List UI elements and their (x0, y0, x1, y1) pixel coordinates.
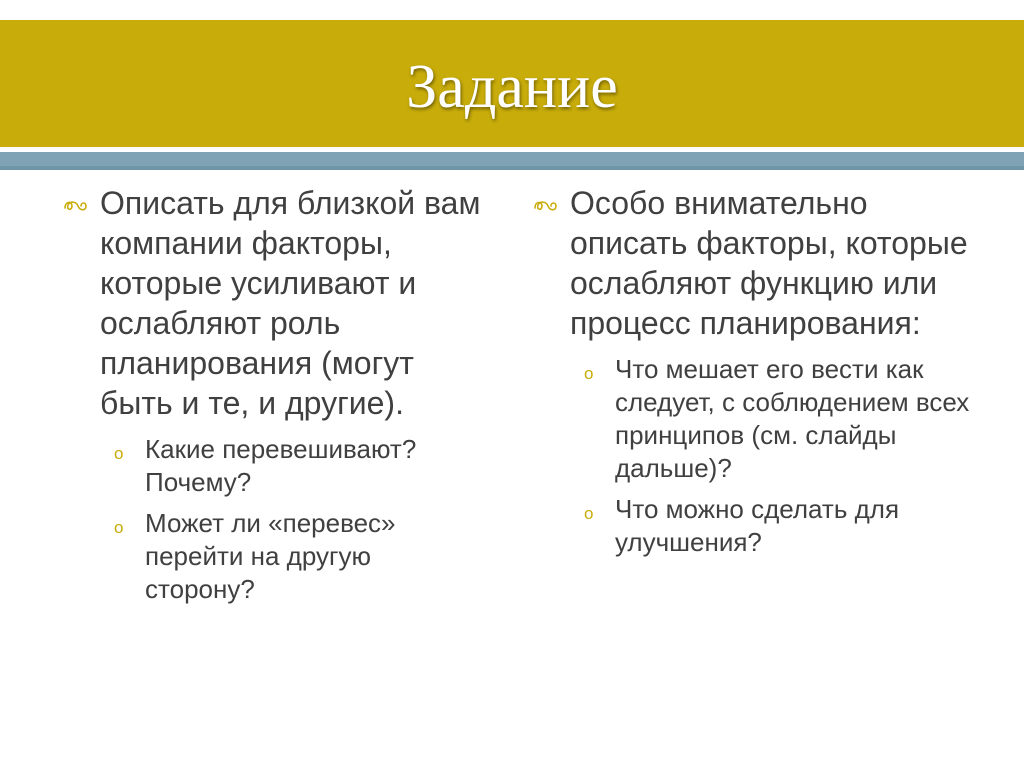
swash-bullet-icon (62, 196, 90, 214)
bullet-item-main (532, 183, 972, 343)
left-column (62, 183, 482, 606)
bullet-text: Особо внимательно описать факторы, которые ослабляют функцию или процесс планирования: (570, 185, 968, 341)
sub-bullet-text: Что можно сделать для улучшения? (615, 494, 900, 557)
circle-bullet-icon: o (114, 518, 124, 537)
sub-bullet-item (62, 507, 482, 606)
circle-bullet-icon: o (114, 444, 124, 463)
title-band (0, 20, 1024, 147)
sub-bullet-text: Что мешает его вести как следует, с соблюдением всех принципов (см. слайды дальше)? (615, 354, 970, 483)
circle-bullet-icon: o (584, 504, 594, 523)
circle-bullet-icon: o (584, 364, 594, 383)
sub-bullet-text: Может ли «перевес» перейти на другую сторону? (145, 508, 396, 604)
swash-bullet-icon (532, 196, 560, 214)
slide-title: Задание (406, 53, 618, 121)
sub-bullet-item (532, 353, 972, 485)
right-column (532, 183, 972, 559)
sub-bullet-item (532, 493, 972, 559)
bullet-item-main (62, 183, 482, 423)
sub-bullet-text: Какие перевешивают? Почему? (145, 434, 417, 497)
divider-strip-dark (0, 166, 1024, 170)
sub-bullet-item (62, 433, 482, 499)
divider-strip (0, 152, 1024, 166)
bullet-text: Описать для близкой вам компании факторы, которые усиливают и ослабляют роль планирования (могут быть и те, и другие). (100, 185, 481, 421)
